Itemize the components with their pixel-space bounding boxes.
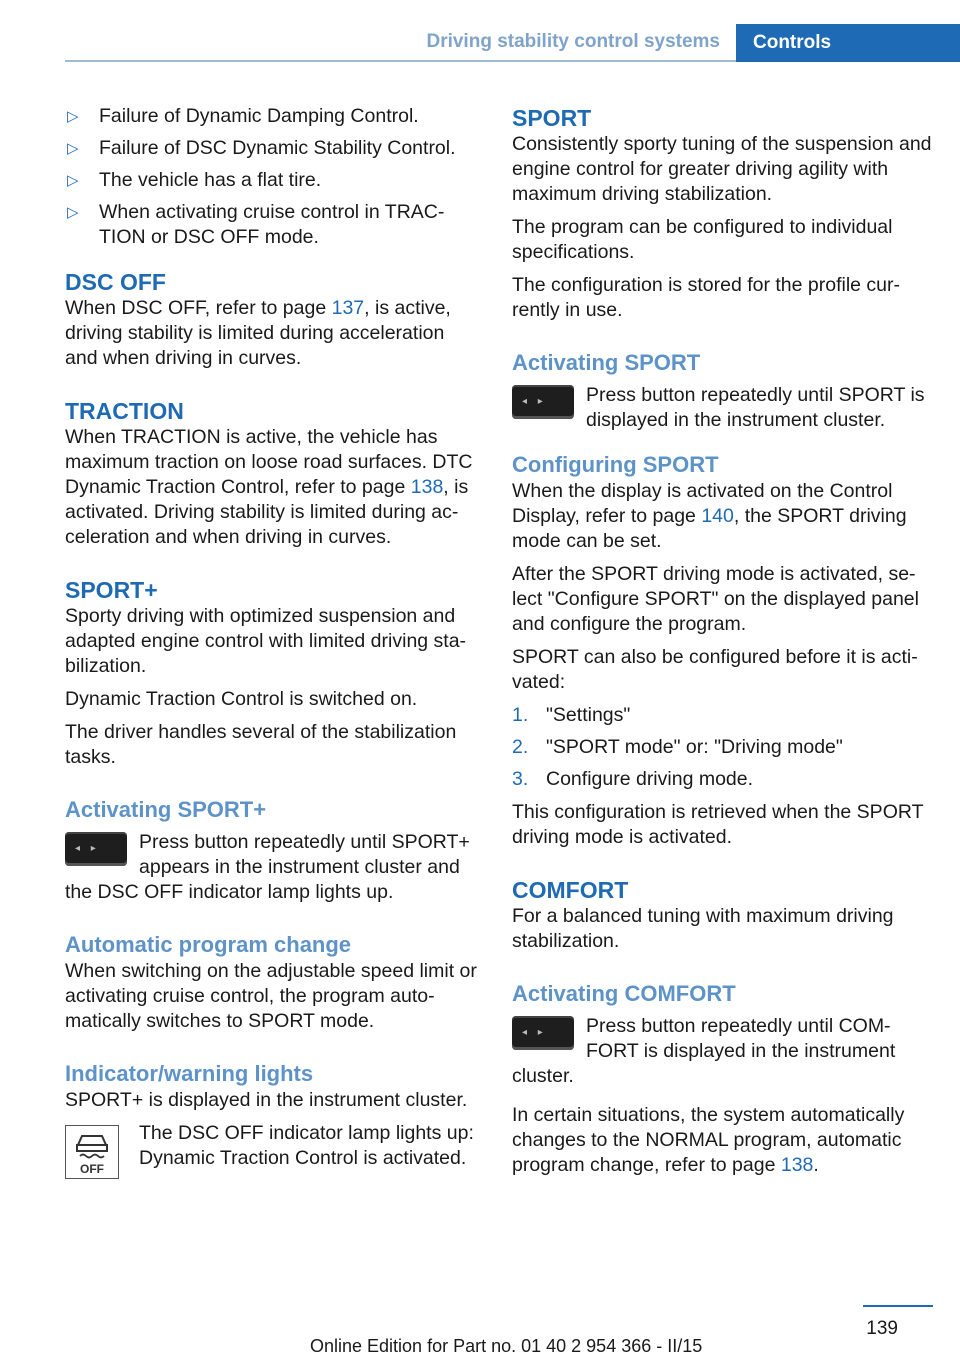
sport-p1: Consistently sporty tuning of the suspension and engine control for greater driving agility with maximum driving stabilization. (512, 133, 932, 205)
page-header (0, 0, 960, 62)
automatic-program-change-text: When switching on the adjustable speed limit or activating cruise control, the program auto‐matically switches to SPORT mode. (65, 960, 477, 1032)
page-link-140[interactable]: 140 (701, 505, 734, 527)
normal-program-text: In certain situations, the system automatically changes to the NORMAL program, automatic program change, refer to page 138. (512, 1104, 905, 1176)
driving-mode-button-icon: ◂ ▸ (512, 1016, 574, 1050)
configuring-sport-p3: SPORT can also be configured before it is acti‐vated: (512, 646, 918, 693)
heading-comfort: COMFORT (512, 877, 629, 903)
configuring-sport-p1: When the display is activated on the Control Display, refer to page 140, the SPORT driving mode can be set. (512, 480, 907, 552)
heading-activating-sport-plus: Activating SPORT+ (65, 797, 267, 822)
footer-rule (863, 1305, 933, 1307)
heading-traction: TRACTION (65, 398, 184, 424)
svg-text:OFF: OFF (80, 1162, 104, 1176)
chapter-tab[interactable]: Controls (736, 24, 960, 62)
indicator-block (65, 1121, 481, 1185)
right-column (512, 100, 932, 1186)
driving-mode-button-icon: ◂ ▸ (512, 385, 574, 419)
triangle-bullet-icon: ▷ (67, 204, 79, 221)
dsc-off-text: When DSC OFF, refer to page 137, is active, driving stability is limited during acceleration and when driving in curves. (65, 297, 451, 369)
list-item: ▷ The vehicle has a flat tire. (67, 169, 322, 191)
header-rule (65, 60, 736, 62)
list-item: ▷ Failure of DSC Dynamic Stability Control. (67, 137, 456, 159)
indicator-p2: The DSC OFF indicator lamp lights up: Dynamic Traction Control is activated. (139, 1122, 474, 1169)
activating-sport-plus-block (65, 830, 481, 913)
heading-activating-comfort: Activating COMFORT (512, 981, 736, 1006)
list-item: 3. Configure driving mode. (512, 768, 754, 790)
indicator-p1: SPORT+ is displayed in the instrument cluster. (65, 1089, 468, 1111)
configuration-steps (512, 703, 932, 792)
configuring-sport-p2: After the SPORT driving mode is activated, se‐lect "Configure SPORT" on the displayed panel and configure the program. (512, 563, 919, 635)
list-item: 1. "Settings" (512, 704, 631, 726)
traction-text: When TRACTION is active, the vehicle has maximum traction on loose road surfaces. DTC Dynamic Traction Control, refer to page 138, is activated. Driving stability is limited during ac‐celeration and when driving in curves. (65, 426, 473, 548)
sport-plus-p3: The driver handles several of the stabilization tasks. (65, 721, 457, 768)
section-title: Driving stability control systems (426, 31, 720, 52)
configuring-sport-p4: This configuration is retrieved when the SPORT driving mode is activated. (512, 801, 924, 848)
left-column (65, 100, 481, 1185)
page-number: 139 (866, 1318, 898, 1339)
page-link-138[interactable]: 138 (410, 476, 444, 498)
list-item: ▷ When activating cruise control in TRAC‐TION or DSC OFF mode. (67, 201, 445, 248)
heading-indicator-warning-lights: Indicator/warning lights (65, 1061, 314, 1086)
list-item: ▷ Failure of Dynamic Damping Control. (67, 105, 419, 127)
page-link-138[interactable]: 138 (780, 1154, 814, 1176)
heading-automatic-program-change: Automatic program change (65, 932, 352, 957)
sport-plus-p2: Dynamic Traction Control is switched on. (65, 688, 418, 710)
dsc-off-warning-icon (65, 1125, 119, 1179)
triangle-bullet-icon: ▷ (67, 140, 79, 157)
heading-sport: SPORT (512, 105, 592, 131)
failure-list (65, 104, 481, 250)
sport-p3: The configuration is stored for the profile cur‐rently in use. (512, 274, 901, 321)
activating-comfort-block (512, 1014, 932, 1097)
sport-plus-p1: Sporty driving with optimized suspension and adapted engine control with limited driving sta‐bilization. (65, 605, 467, 677)
page-link-137[interactable]: 137 (331, 297, 365, 319)
heading-sport-plus: SPORT+ (65, 577, 158, 603)
activating-sport-block (512, 383, 932, 441)
activating-sport-text: Press button repeatedly until SPORT is displayed in the instrument cluster. (586, 384, 925, 431)
sport-p2: The program can be configured to individual specifications. (512, 216, 893, 263)
edition-note: Online Edition for Part no. 01 40 2 954 366 - II/15 (310, 1336, 703, 1356)
activating-sport-plus-text: Press button repeatedly until SPORT+ appears in the instrument cluster and the DSC OFF indicator lamp lights up. (65, 831, 470, 903)
comfort-text: For a balanced tuning with maximum driving stabilization. (512, 905, 894, 952)
heading-configuring-sport: Configuring SPORT (512, 452, 719, 477)
heading-dsc-off: DSC OFF (65, 269, 166, 295)
activating-comfort-text: Press button repeatedly until COM‐FORT is displayed in the instrument cluster. (512, 1015, 896, 1087)
triangle-bullet-icon: ▷ (67, 172, 79, 189)
list-item: 2. "SPORT mode" or: "Driving mode" (512, 736, 843, 758)
driving-mode-button-icon: ◂ ▸ (65, 832, 127, 866)
triangle-bullet-icon: ▷ (67, 108, 79, 125)
heading-activating-sport: Activating SPORT (512, 350, 701, 375)
